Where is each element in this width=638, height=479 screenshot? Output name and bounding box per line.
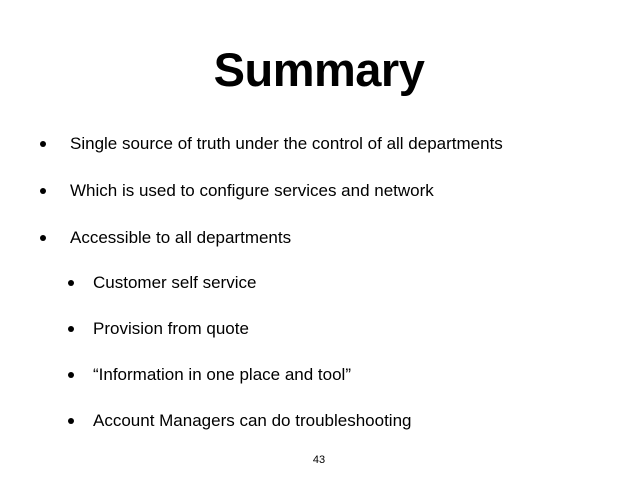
bullet-dot-icon xyxy=(68,280,74,286)
sub-bullet-item xyxy=(93,318,249,340)
sub-bullet-item xyxy=(93,364,351,386)
bullet-dot-icon xyxy=(40,188,46,194)
sub-bullet-text: Account Managers can do troubleshooting xyxy=(93,411,412,430)
bullet-item xyxy=(70,227,291,249)
page-number: 43 xyxy=(312,454,326,466)
bullet-dot-icon xyxy=(40,141,46,147)
bullet-dot-icon xyxy=(68,372,74,378)
sub-bullet-item xyxy=(93,272,256,294)
bullet-dot-icon xyxy=(68,418,74,424)
sub-bullet-text: Provision from quote xyxy=(93,319,249,338)
sub-bullet-text: Customer self service xyxy=(93,273,257,292)
bullet-dot-icon xyxy=(40,235,46,241)
sub-bullet-text: “Information in one place and tool” xyxy=(93,365,351,384)
sub-bullet-item xyxy=(93,410,411,432)
bullet-text: Single source of truth under the control of all departments xyxy=(70,134,503,153)
bullet-text: Accessible to all departments xyxy=(70,228,292,247)
bullet-dot-icon xyxy=(68,326,74,332)
bullet-item xyxy=(70,180,434,202)
bullet-text: Which is used to configure services and network xyxy=(70,181,434,200)
slide-title: Summary xyxy=(213,43,425,96)
bullet-item xyxy=(70,133,503,155)
